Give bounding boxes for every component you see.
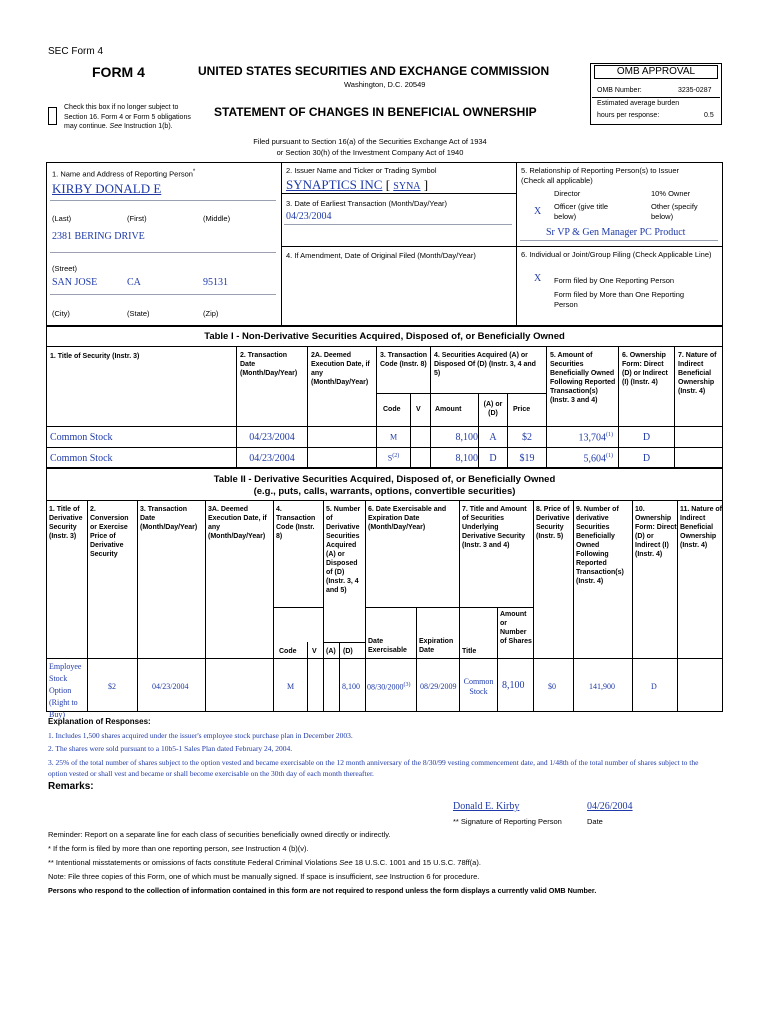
t2-row-expiration: 08/29/2009 (420, 682, 457, 691)
t2-h7: 7. Title and Amount of Securities Underlying Derivative Security (Instr. 3 and 4) (462, 506, 527, 549)
t1-row-date-value: 04/23/2004 (249, 432, 295, 443)
box1-label (52, 168, 195, 179)
t2-h2: 2. Conversion or Exercise Price of Derivative Security (90, 506, 129, 558)
t2-row-exercisable (367, 682, 410, 692)
t1-row-title-value: Common Stock (50, 453, 113, 464)
t2-row-exercisable-fn: (3) (403, 682, 411, 688)
t1-row-ad (479, 453, 507, 464)
t1-row-amount-value: 8,100 (455, 432, 478, 443)
footer-omb-notice: Persons who respond to the collection of information contained in this form are not required to respond unless the form displays a currently valid OMB Number. (48, 886, 597, 895)
statement-title: STATEMENT OF CHANGES IN BENEFICIAL OWNERSHIP (214, 105, 537, 119)
table2-title-2: (e.g., puts, calls, warrants, options, convertible securities) (253, 486, 516, 497)
filed-pursuant-2: or Section 30(h) of the Investment Company Act of 1940 (276, 148, 464, 157)
footer-misstatements (48, 858, 481, 867)
t1-row-date (237, 453, 307, 464)
signature-date: 04/26/2004 (587, 801, 633, 812)
commission-city: Washington, D.C. 20549 (344, 80, 426, 89)
t1-row-code (377, 432, 410, 442)
t1-row-code (377, 453, 410, 463)
earliest-transaction-date: 04/23/2004 (286, 211, 332, 222)
t1-row-owned-value: 13,704 (578, 432, 606, 444)
t1-row-title (50, 432, 230, 443)
t2-sub-title: Title (462, 648, 477, 655)
officer-checkmark[interactable]: X (534, 206, 542, 217)
one-person-option[interactable]: Form filed by One Reporting Person (554, 276, 675, 285)
issuer-ticker: SYNA (393, 181, 421, 192)
signature-name: Donald E. Kirby (453, 801, 520, 812)
footer-multiple-c: Instruction 4 (b)(v). (245, 844, 309, 853)
t1-row-ad-value: A (489, 432, 497, 443)
box2-label: 2. Issuer Name and Ticker or Trading Symbol (286, 166, 437, 175)
t2-row-date: 04/23/2004 (152, 682, 189, 691)
issuer-name-text: SYNAPTICS INC (286, 177, 383, 192)
section16-check-text: Check this box if no longer subject to Section 16. Form 4 or Form 5 obligations may continue. (64, 104, 191, 130)
footer-multiple (48, 844, 309, 853)
t1-row-price (508, 453, 546, 464)
t1-row-owned-footnote: (1) (606, 453, 613, 459)
reporter-state: CA (127, 277, 141, 288)
label-zip: (Zip) (203, 309, 219, 318)
reporter-city: SAN JOSE (52, 277, 98, 288)
t1-row-amount (431, 453, 478, 464)
director-option[interactable]: Director (554, 189, 581, 198)
t2-h3a: 3A. Deemed Execution Date, if any (Month/Day/Year) (208, 506, 267, 540)
t2-row-code: M (287, 682, 295, 691)
explanation-note-2: 2. The shares were sold pursuant to a 10b5-1 Sales Plan dated February 24, 2004. (48, 744, 293, 753)
section16-instr: Instruction 1(b). (123, 123, 173, 130)
t1-row-price-value: $19 (519, 453, 535, 464)
t1-row-date-value: 04/23/2004 (249, 453, 295, 464)
t1-sub-amount: Amount (435, 406, 462, 413)
footer-reminder: Reminder: Report on a separate line for each class of securities beneficially owned directly or indirectly. (48, 830, 391, 839)
form-title: FORM 4 (92, 64, 145, 80)
footer-misstatements-see: See (339, 858, 353, 867)
omb-number: 3235-0287 (678, 87, 712, 94)
explanation-note-3: 3. 25% of the total number of shares subject to the option vested and became exercisable on the 12 month anniversary of the 8/30/99 vesting commencement date, and 1/48th of the total number of shares subject to the option vested or shall vest and became or shall become exercisable on the 30th day of each month thereafter. (48, 758, 699, 778)
t2-h5: 5. Number of Derivative Securities Acquired (A) or Disposed of (D) (Instr. 3, 4 and 5) (326, 506, 361, 594)
footer-note-see: see (375, 872, 388, 881)
footer-note-c: Instruction 6 for procedure. (389, 872, 480, 881)
t1-h6: 6. Ownership Form: Direct (D) or Indirect (I) (Instr. 4) (622, 352, 668, 386)
t2-sub-a: (A) (326, 648, 336, 655)
t1-row-owned-value: 5,604 (583, 453, 606, 465)
t2-sub-v: V (312, 648, 317, 655)
t1-row-price-value: $2 (522, 432, 532, 443)
t1-row-title-value: Common Stock (50, 432, 113, 443)
footer-multiple-see: see (231, 844, 244, 853)
t2-h3: 3. Transaction Date (Month/Day/Year) (140, 506, 198, 531)
t1-sub-ad: (A) or (D) (483, 401, 503, 417)
remarks-heading: Remarks: (48, 781, 94, 792)
t2-h8: 8. Price of Derivative Security (Instr. 5) (536, 506, 570, 540)
t2-sub-code: Code (279, 648, 297, 655)
box1-label-text: 1. Name and Address of Reporting Person (52, 169, 193, 179)
t2-sub-exp: Expiration Date (419, 638, 454, 654)
footer-misstatements-a: ** Intentional misstatements or omissions of facts constitute Federal Criminal Violations (48, 858, 338, 867)
box1-asterisk: * (192, 169, 196, 175)
t2-row-owned: 141,900 (589, 682, 615, 691)
t1-row-ad (479, 432, 507, 443)
section16-see: See (109, 123, 123, 130)
one-person-checkmark[interactable]: X (534, 273, 542, 284)
label-city: (City) (52, 309, 70, 318)
footer-misstatements-c: 18 U.S.C. 1001 and 15 U.S.C. 78ff(a). (354, 858, 481, 867)
t1-row-amount-value: 8,100 (455, 453, 478, 464)
t1-row-date (237, 432, 307, 443)
explanation-heading: Explanation of Responses: (48, 717, 151, 726)
t2-row-form: D (651, 682, 657, 691)
t1-sub-code: Code (383, 406, 401, 413)
t1-h4: 4. Securities Acquired (A) or Disposed Of (D) (Instr. 3, 4 and 5) (434, 352, 536, 377)
t2-h9: 9. Number of derivative Securities Beneficially Owned Following Reported Transaction(s) (Instr. 4) (576, 506, 624, 585)
signature-date-label: Date (587, 817, 603, 826)
t1-row-form (619, 432, 674, 443)
t2-h6: 6. Date Exercisable and Expiration Date (Month/Day/Year) (368, 506, 447, 531)
box5-sub: (Check all applicable) (521, 176, 593, 185)
t1-row-owned-footnote: (1) (606, 432, 613, 438)
omb-number-label: OMB Number: (597, 87, 642, 94)
t2-row-title: Employee Stock Option (Right to Buy) (49, 662, 82, 719)
t1-sub-price: Price (513, 406, 531, 413)
t1-row-form (619, 453, 674, 464)
filed-pursuant-1: Filed pursuant to Section 16(a) of the Securities Exchange Act of 1934 (253, 137, 487, 146)
section16-text (64, 103, 192, 132)
more-persons-option[interactable]: Form filed by More than One Reporting Person (554, 290, 685, 309)
officer-option[interactable]: Officer (give title below) (554, 202, 609, 221)
issuer-name: SYNAPTICS INC [ SYNA ] (286, 177, 429, 192)
box4-label: 4. If Amendment, Date of Original Filed (Month/Day/Year) (286, 251, 476, 260)
section16-checkbox[interactable] (48, 107, 57, 125)
reporter-zip: 95131 (203, 277, 228, 288)
explanation-note-1: 1. Includes 1,500 shares acquired under the issuer's employee stock purchase plan in December 2003. (48, 731, 353, 740)
box6-label: 6. Individual or Joint/Group Filing (Check Applicable Line) (521, 250, 712, 259)
t1-row-owned (547, 453, 613, 464)
omb-hours: 0.5 (704, 112, 714, 119)
t2-h1: 1. Title of Derivative Security (Instr. 3) (49, 506, 83, 540)
table2-title-1: Table II - Derivative Securities Acquired, Disposed of, or Beneficially Owned (213, 474, 556, 485)
t1-row-ad-value: D (489, 453, 497, 464)
officer-title: Sr VP & Gen Manager PC Product (546, 227, 686, 238)
label-middle: (Middle) (203, 214, 231, 223)
t1-row-code-value: M (389, 432, 398, 442)
reporter-street: 2381 BERING DRIVE (52, 231, 145, 242)
t1-row-code-value: S (387, 453, 393, 463)
t2-row-der-price: $0 (548, 682, 556, 691)
t2-row-price: $2 (108, 682, 116, 691)
table1-title: Table I - Non-Derivative Securities Acquired, Disposed of, or Beneficially Owned (204, 331, 565, 342)
other-option[interactable]: Other (specify below) (651, 202, 698, 221)
t1-row-form-value: D (642, 453, 651, 464)
t2-h11: 11. Nature of Indirect Beneficial Ownership (Instr. 4) (680, 506, 723, 549)
t1-sub-v: V (416, 406, 421, 413)
t2-row-d: 8,100 (342, 682, 360, 691)
t2-row-und-title: Common Stock (463, 677, 494, 696)
t1-h2a: 2A. Deemed Execution Date, if any (Month/Day/Year) (311, 352, 370, 386)
t1-row-title (50, 453, 230, 464)
omb-approval-title: OMB APPROVAL (594, 65, 718, 79)
commission-title: UNITED STATES SECURITIES AND EXCHANGE COMMISSION (198, 64, 550, 78)
t1-row-price (508, 432, 546, 443)
t2-sub-amount: Amount or Number of Shares (500, 611, 532, 645)
footer-multiple-a: * If the form is filed by more than one reporting person, (48, 844, 230, 853)
t1-row-owned (547, 432, 613, 443)
label-first: (First) (127, 214, 147, 223)
sec-form-label: SEC Form 4 (48, 46, 104, 57)
label-last: (Last) (52, 214, 72, 223)
ten-percent-owner-option[interactable]: 10% Owner (651, 189, 691, 198)
t2-row-exercisable-date: 08/30/2000 (367, 682, 404, 692)
box5-label: 5. Relationship of Reporting Person(s) to Issuer (521, 166, 679, 175)
t1-h1: 1. Title of Security (Instr. 3) (50, 353, 140, 360)
t2-h10: 10. Ownership Form: Direct (D) or Indirect (I) (Instr. 4) (635, 506, 677, 558)
t1-h2: 2. Transaction Date (Month/Day/Year) (240, 352, 298, 377)
label-street: (Street) (52, 264, 78, 273)
t1-h3: 3. Transaction Code (Instr. 8) (380, 352, 428, 368)
omb-burden-label: Estimated average burden (597, 100, 680, 107)
omb-hours-label: hours per response: (597, 112, 660, 119)
t1-h5: 5. Amount of Securities Beneficially Owned Following Reported Transaction(s) (Instr. 3 and 4) (550, 352, 616, 404)
t1-row-form-value: D (642, 432, 651, 443)
t2-sub-exer: Date Exercisable (368, 638, 407, 654)
reporter-name: KIRBY DONALD E (52, 181, 162, 196)
t2-h4: 4. Transaction Code (Instr. 8) (276, 506, 316, 540)
t1-row-amount (431, 432, 478, 443)
t1-h7: 7. Nature of Indirect Beneficial Ownership (Instr. 4) (678, 352, 717, 395)
signature-label: ** Signature of Reporting Person (453, 817, 562, 826)
footer-note-a: Note: File three copies of this Form, one of which must be manually signed. If space is insufficient, (48, 872, 374, 881)
t2-sub-d: (D) (343, 648, 353, 655)
box3-label: 3. Date of Earliest Transaction (Month/Day/Year) (286, 199, 448, 208)
footer-note (48, 872, 479, 881)
t1-row-code-footnote: (2) (392, 453, 400, 459)
t2-row-und-amount: 8,100 (502, 680, 525, 691)
label-state: (State) (127, 309, 150, 318)
